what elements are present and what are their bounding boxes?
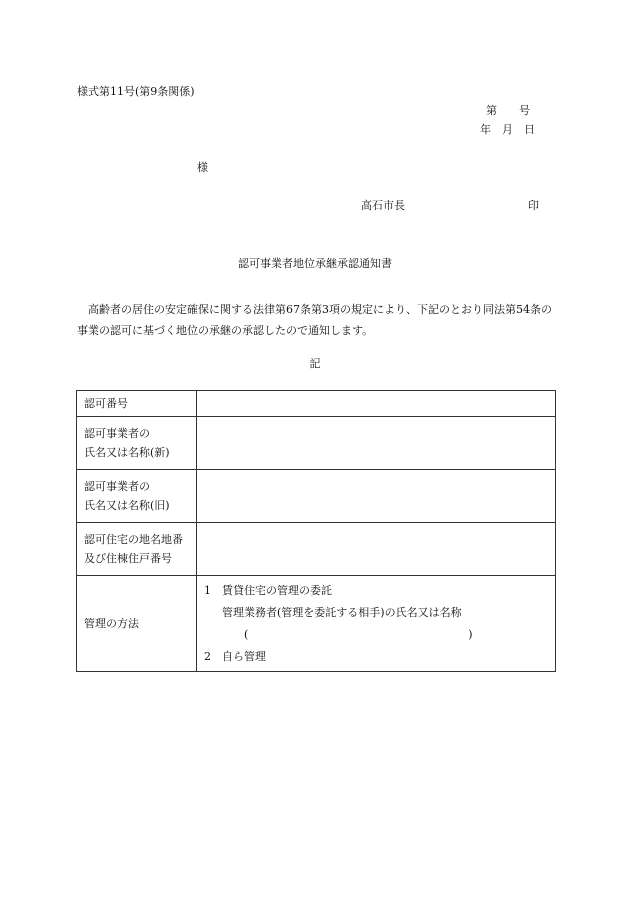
seal-mark: 印 bbox=[528, 199, 539, 212]
notice-body-text: 高齢者の居住の安定確保に関する法律第67条第3項の規定により、下記のとおり同法第54条の事業の認可に基づく地位の承継の承認したので通知します。 bbox=[77, 303, 552, 337]
value-cell-management-method bbox=[197, 576, 556, 672]
document-title: 認可事業者地位承継承認通知書 bbox=[238, 257, 392, 270]
manager-name-blank bbox=[204, 624, 548, 646]
label-cell-management-method bbox=[77, 576, 197, 672]
value-cell-housing-location bbox=[197, 523, 556, 576]
label-cell-old-operator bbox=[77, 470, 197, 523]
label-line: 及び住棟住戸番号 bbox=[84, 552, 172, 565]
label-cell-approval-number bbox=[77, 391, 197, 417]
table-row bbox=[77, 391, 556, 417]
label-line: 認可事業者の bbox=[84, 427, 150, 440]
label-line: 認可事業者の bbox=[84, 480, 150, 493]
value-cell-approval-number bbox=[197, 391, 556, 417]
value-cell-new-operator bbox=[197, 417, 556, 470]
paren-close: ) bbox=[468, 627, 473, 641]
value-cell-old-operator bbox=[197, 470, 556, 523]
document-number: 第 号 bbox=[486, 104, 530, 117]
label-line: 氏名又は名称(旧) bbox=[84, 499, 170, 512]
form-number: 様式第11号(第9条関係) bbox=[77, 85, 195, 98]
ki-heading: 記 bbox=[309, 357, 321, 370]
addressee-honorific: 様 bbox=[197, 161, 208, 174]
paren-open: ( bbox=[244, 627, 249, 641]
table-row bbox=[77, 417, 556, 470]
table-row bbox=[77, 470, 556, 523]
issuer-name: 高石市長 bbox=[361, 199, 405, 212]
label-cell-new-operator bbox=[77, 417, 197, 470]
label-cell-housing-location bbox=[77, 523, 197, 576]
table-row bbox=[77, 576, 556, 672]
label-line: 認可番号 bbox=[84, 397, 128, 410]
label-line: 認可住宅の地名地番 bbox=[84, 533, 183, 546]
label-line: 管理の方法 bbox=[84, 617, 139, 630]
method-option-outsourced-detail: 管理業務者(管理を委託する相手)の氏名又は名称 bbox=[222, 605, 462, 619]
method-option-outsourced: 1 賃貸住宅の管理の委託 bbox=[204, 583, 332, 597]
method-option-self: 2 自ら管理 bbox=[204, 649, 266, 663]
document-date: 年 月 日 bbox=[480, 123, 535, 136]
label-line: 氏名又は名称(新) bbox=[84, 446, 170, 459]
table-row bbox=[77, 523, 556, 576]
record-table bbox=[76, 390, 556, 672]
